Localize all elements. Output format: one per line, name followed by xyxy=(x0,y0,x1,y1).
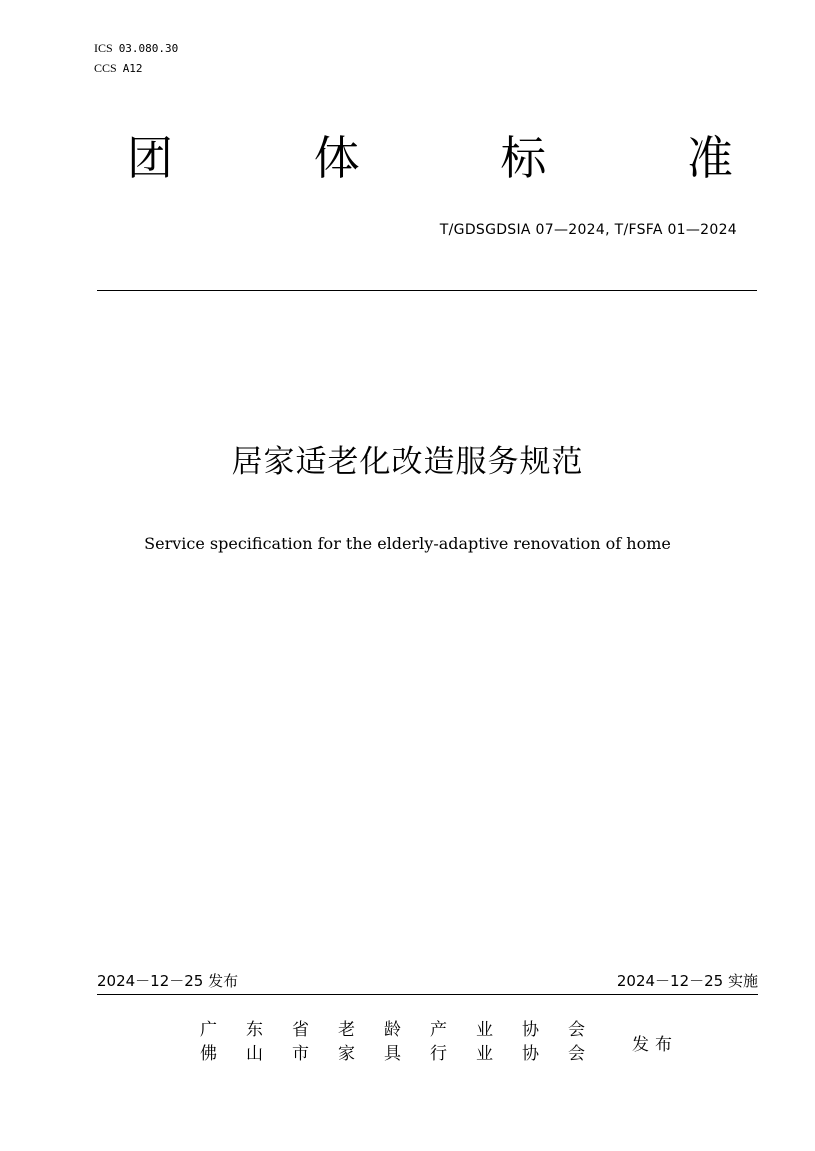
standard-number: T/GDSGDSIA 07—2024, T/FSFA 01—2024 xyxy=(439,222,737,238)
issuer-foshan xyxy=(200,1042,614,1066)
ics-value: 03.080.30 xyxy=(118,42,179,55)
ccs-label: CCS xyxy=(94,61,117,75)
heading-char: 标 xyxy=(500,131,547,185)
issuer-char: 会 xyxy=(568,1020,585,1040)
issuer-char: 家 xyxy=(338,1044,355,1064)
issuing-organizations xyxy=(200,1018,614,1066)
ics-label: ICS xyxy=(94,41,113,55)
heading-char: 准 xyxy=(686,131,733,185)
issuer-char: 广 xyxy=(200,1020,217,1040)
ccs-value: A12 xyxy=(122,62,143,75)
issuer-char: 具 xyxy=(384,1044,401,1064)
document-title-en: Service specification for the elderly-adaptive renovation of home xyxy=(144,534,671,553)
document-title-cn: 居家适老化改造服务规范 xyxy=(231,444,584,480)
issuer-char: 老 xyxy=(338,1020,355,1040)
issuer-char: 佛 xyxy=(200,1044,217,1064)
issuer-char: 协 xyxy=(522,1020,539,1040)
heading-char: 团 xyxy=(127,131,173,185)
standard-type-heading xyxy=(120,128,740,198)
ics-code xyxy=(94,38,178,59)
issuer-guangdong xyxy=(200,1018,614,1042)
issuer-char: 行 xyxy=(430,1044,447,1064)
issuer-char: 省 xyxy=(292,1020,309,1040)
issuer-char: 产 xyxy=(430,1020,447,1040)
issuer-char: 业 xyxy=(476,1020,493,1040)
issue-label: 发布 xyxy=(632,1035,678,1055)
issuer-char: 业 xyxy=(476,1044,493,1064)
issuer-char: 龄 xyxy=(384,1020,401,1040)
issuer-char: 会 xyxy=(568,1044,585,1064)
top-divider xyxy=(97,290,757,291)
issuer-char: 东 xyxy=(246,1020,263,1040)
bottom-divider xyxy=(97,994,758,995)
issuer-char: 协 xyxy=(522,1044,539,1064)
ccs-code xyxy=(94,58,143,79)
heading-char: 体 xyxy=(313,131,360,185)
implement-date: 2024－12－25 实施 xyxy=(616,972,758,990)
publish-date: 2024－12－25 发布 xyxy=(97,972,239,990)
issuer-char: 市 xyxy=(292,1044,309,1064)
issuer-char: 山 xyxy=(246,1044,263,1064)
